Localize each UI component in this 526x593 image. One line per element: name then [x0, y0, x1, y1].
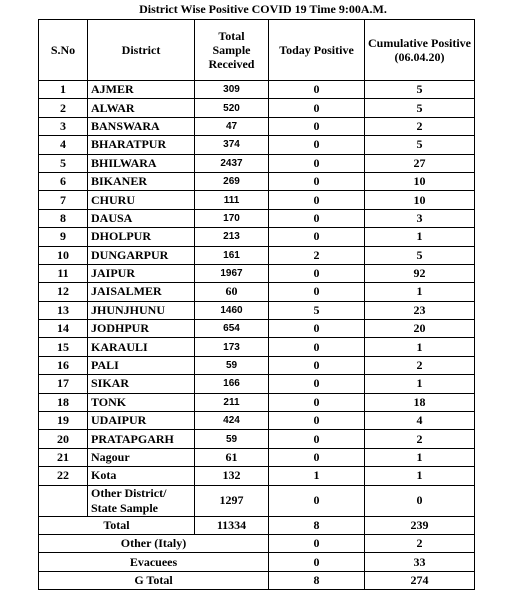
report-title: District Wise Positive COVID 19 Time 9:00A.M. — [139, 2, 387, 16]
italy-cumulative-cell: 2 — [365, 534, 475, 552]
sno-cell: 14 — [39, 320, 88, 338]
sample-cell: 111 — [195, 191, 269, 209]
total-sample-cell: 11334 — [195, 516, 269, 534]
district-cell: UDAIPUR — [88, 412, 195, 430]
header-today: Today Positive — [269, 20, 365, 81]
today-positive-cell: 0 — [269, 228, 365, 246]
district-cell: PRATAPGARH — [88, 430, 195, 448]
table-row — [39, 320, 475, 338]
sample-cell: 1460 — [195, 301, 269, 319]
sno-cell: 12 — [39, 283, 88, 301]
table-row — [39, 412, 475, 430]
sno-cell: 21 — [39, 448, 88, 466]
today-positive-cell: 0 — [269, 154, 365, 172]
district-cell: KARAULI — [88, 338, 195, 356]
sample-cell: 61 — [195, 448, 269, 466]
evacuees-label: Evacuees — [39, 553, 269, 571]
italy-label: Other (Italy) — [39, 534, 269, 552]
cumulative-positive-cell: 1 — [365, 448, 475, 466]
today-positive-cell: 0 — [269, 264, 365, 282]
sno-cell: 13 — [39, 301, 88, 319]
sno-cell: 15 — [39, 338, 88, 356]
district-cell: BHARATPUR — [88, 136, 195, 154]
district-cell: Kota — [88, 467, 195, 485]
other-sample-cell: 1297 — [195, 485, 269, 516]
grand-total-label: G Total — [39, 571, 269, 589]
today-positive-cell: 0 — [269, 172, 365, 190]
district-cell: TONK — [88, 393, 195, 411]
sample-cell: 47 — [195, 117, 269, 135]
sno-cell: 9 — [39, 228, 88, 246]
sample-cell: 2437 — [195, 154, 269, 172]
table-row — [39, 430, 475, 448]
sample-cell: 59 — [195, 356, 269, 374]
table-row — [39, 448, 475, 466]
today-positive-cell: 2 — [269, 246, 365, 264]
today-positive-cell: 0 — [269, 191, 365, 209]
district-cell: DUNGARPUR — [88, 246, 195, 264]
district-cell: AJMER — [88, 81, 195, 99]
cumulative-positive-cell: 5 — [365, 136, 475, 154]
today-positive-cell: 0 — [269, 338, 365, 356]
header-cumulative: Cumulative Positive (06.04.20) — [365, 20, 475, 81]
today-positive-cell: 0 — [269, 375, 365, 393]
total-label: Total — [39, 516, 195, 534]
evacuees-cumulative-cell: 33 — [365, 553, 475, 571]
table-row — [39, 301, 475, 319]
sample-cell: 166 — [195, 375, 269, 393]
table-row — [39, 338, 475, 356]
sample-cell: 520 — [195, 99, 269, 117]
table-row — [39, 117, 475, 135]
table-row — [39, 136, 475, 154]
total-today-cell: 8 — [269, 516, 365, 534]
cumulative-positive-cell: 20 — [365, 320, 475, 338]
cumulative-positive-cell: 1 — [365, 338, 475, 356]
sno-cell: 1 — [39, 81, 88, 99]
other-district-row — [39, 485, 475, 516]
today-positive-cell: 0 — [269, 393, 365, 411]
table-row — [39, 283, 475, 301]
district-cell: CHURU — [88, 191, 195, 209]
table-row — [39, 264, 475, 282]
table-row — [39, 228, 475, 246]
sample-cell: 374 — [195, 136, 269, 154]
sample-cell: 59 — [195, 430, 269, 448]
cumulative-positive-cell: 27 — [365, 154, 475, 172]
header-sample: Total Sample Received — [195, 20, 269, 81]
cumulative-positive-cell: 1 — [365, 228, 475, 246]
district-cell: SIKAR — [88, 375, 195, 393]
cumulative-positive-cell: 2 — [365, 430, 475, 448]
district-cell: BANSWARA — [88, 117, 195, 135]
italy-today-cell: 0 — [269, 534, 365, 552]
cumulative-positive-cell: 2 — [365, 356, 475, 374]
table-row — [39, 191, 475, 209]
table-row — [39, 154, 475, 172]
district-cell: JAIPUR — [88, 264, 195, 282]
italy-row — [39, 534, 475, 552]
sno-cell: 8 — [39, 209, 88, 227]
cumulative-positive-cell: 5 — [365, 81, 475, 99]
sno-cell: 3 — [39, 117, 88, 135]
header-district: District — [88, 20, 195, 81]
cumulative-positive-cell: 10 — [365, 191, 475, 209]
table-row — [39, 467, 475, 485]
total-cumulative-cell: 239 — [365, 516, 475, 534]
sno-cell: 7 — [39, 191, 88, 209]
table-row — [39, 375, 475, 393]
today-positive-cell: 0 — [269, 412, 365, 430]
today-positive-cell: 0 — [269, 448, 365, 466]
table-row — [39, 172, 475, 190]
cumulative-positive-cell: 5 — [365, 246, 475, 264]
grand-total-today-cell: 8 — [269, 571, 365, 589]
sno-cell: 2 — [39, 99, 88, 117]
today-positive-cell: 0 — [269, 320, 365, 338]
cumulative-positive-cell: 18 — [365, 393, 475, 411]
cumulative-positive-cell: 3 — [365, 209, 475, 227]
sno-cell: 18 — [39, 393, 88, 411]
other-today-cell: 0 — [269, 485, 365, 516]
table-row — [39, 246, 475, 264]
sample-cell: 654 — [195, 320, 269, 338]
covid-district-table — [38, 19, 475, 590]
sample-cell: 309 — [195, 81, 269, 99]
today-positive-cell: 0 — [269, 136, 365, 154]
sample-cell: 213 — [195, 228, 269, 246]
sample-cell: 173 — [195, 338, 269, 356]
table-row — [39, 81, 475, 99]
district-cell: JHUNJHUNU — [88, 301, 195, 319]
district-cell: BHILWARA — [88, 154, 195, 172]
evacuees-today-cell: 0 — [269, 553, 365, 571]
table-row — [39, 99, 475, 117]
cumulative-positive-cell: 2 — [365, 117, 475, 135]
grand-total-row — [39, 571, 475, 589]
today-positive-cell: 0 — [269, 356, 365, 374]
evacuees-row — [39, 553, 475, 571]
table-row — [39, 209, 475, 227]
today-positive-cell: 0 — [269, 209, 365, 227]
sample-cell: 161 — [195, 246, 269, 264]
sno-cell: 6 — [39, 172, 88, 190]
today-positive-cell: 0 — [269, 430, 365, 448]
district-cell: BIKANER — [88, 172, 195, 190]
cumulative-positive-cell: 5 — [365, 99, 475, 117]
sno-cell: 4 — [39, 136, 88, 154]
sample-cell: 132 — [195, 467, 269, 485]
table-row — [39, 356, 475, 374]
today-positive-cell: 5 — [269, 301, 365, 319]
district-cell: JODHPUR — [88, 320, 195, 338]
cumulative-positive-cell: 1 — [365, 283, 475, 301]
header-row — [39, 20, 475, 81]
other-cumulative-cell: 0 — [365, 485, 475, 516]
district-cell: JAISALMER — [88, 283, 195, 301]
cumulative-positive-cell: 23 — [365, 301, 475, 319]
today-positive-cell: 1 — [269, 467, 365, 485]
today-positive-cell: 0 — [269, 99, 365, 117]
sno-cell: 20 — [39, 430, 88, 448]
sno-cell: 11 — [39, 264, 88, 282]
header-sno: S.No — [39, 20, 88, 81]
district-cell: ALWAR — [88, 99, 195, 117]
today-positive-cell: 0 — [269, 283, 365, 301]
sample-cell: 424 — [195, 412, 269, 430]
sno-cell: 22 — [39, 467, 88, 485]
sno-cell: 10 — [39, 246, 88, 264]
sno-cell: 16 — [39, 356, 88, 374]
sample-cell: 60 — [195, 283, 269, 301]
cumulative-positive-cell: 92 — [365, 264, 475, 282]
cumulative-positive-cell: 1 — [365, 375, 475, 393]
sample-cell: 211 — [195, 393, 269, 411]
cumulative-positive-cell: 10 — [365, 172, 475, 190]
sample-cell: 170 — [195, 209, 269, 227]
district-cell: PALI — [88, 356, 195, 374]
sample-cell: 269 — [195, 172, 269, 190]
other-district-cell: Other District/ State Sample — [88, 485, 195, 516]
today-positive-cell: 0 — [269, 117, 365, 135]
table-body — [39, 81, 475, 590]
district-cell: Nagour — [88, 448, 195, 466]
sno-cell: 17 — [39, 375, 88, 393]
cumulative-positive-cell: 1 — [365, 467, 475, 485]
sample-cell: 1967 — [195, 264, 269, 282]
district-cell: DAUSA — [88, 209, 195, 227]
cumulative-positive-cell: 4 — [365, 412, 475, 430]
today-positive-cell: 0 — [269, 81, 365, 99]
other-sno-cell — [39, 485, 88, 516]
total-row — [39, 516, 475, 534]
sno-cell: 5 — [39, 154, 88, 172]
district-cell: DHOLPUR — [88, 228, 195, 246]
table-row — [39, 393, 475, 411]
grand-total-cumulative-cell: 274 — [365, 571, 475, 589]
sno-cell: 19 — [39, 412, 88, 430]
